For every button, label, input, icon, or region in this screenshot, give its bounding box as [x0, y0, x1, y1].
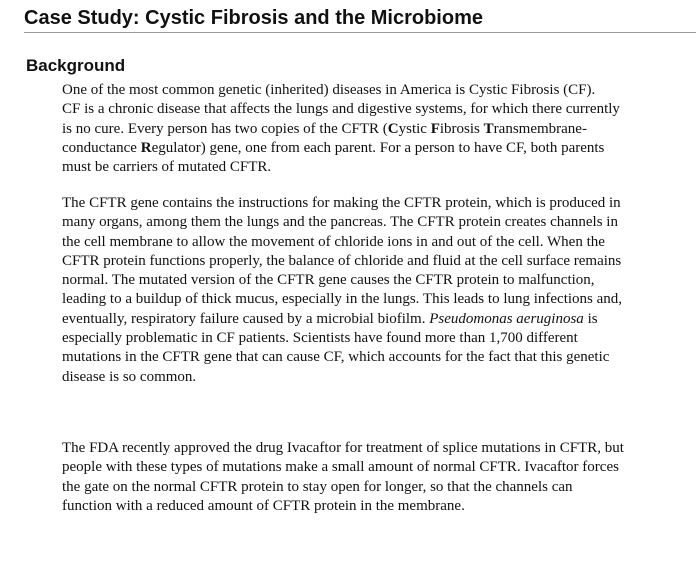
text-line	[62, 497, 684, 516]
line-text: The FDA recently approved the drug Ivacaftor for treatment of splice mutations in CFTR, but	[62, 440, 624, 456]
line-text: The CFTR gene contains the instructions for making the CFTR protein, which is produced in	[62, 195, 621, 211]
line-text: normal. The mutated version of the CFTR gene causes the CFTR protein to malfunction,	[62, 272, 595, 289]
line-text: disease is so common.	[62, 368, 197, 385]
text-line	[62, 213, 684, 232]
line-text: mutations in the CFTR gene that can cause CF, which accounts for the fact that this genetic	[62, 349, 610, 366]
line-text: especially problematic in CF patients. Scientists have found more than 1,700 different	[62, 330, 578, 347]
text-line	[62, 139, 684, 158]
text-line	[62, 290, 684, 309]
line-text: conductance	[62, 139, 141, 156]
line-text: the cell membrane to allow the movement of chloride ions in and out of the cell. When the	[62, 233, 605, 250]
species-name: Pseudomonas aeruginosa	[429, 310, 584, 327]
line-text: egulator) gene, one from each parent. For a person to have CF, both parents	[151, 139, 605, 156]
text-line	[62, 439, 684, 458]
text-line	[62, 81, 684, 100]
text-line	[62, 120, 684, 139]
text-line	[62, 194, 684, 213]
paragraph-intro	[62, 81, 684, 177]
line-text: many organs, among them the lungs and the pancreas. The CFTR protein creates channels in	[62, 214, 618, 231]
acronym-letter: C	[387, 120, 399, 137]
line-text: must be carriers of mutated CFTR.	[62, 159, 272, 176]
line-text: people with these types of mutations make a small amount of normal CFTR. Ivacaftor forces	[62, 459, 619, 476]
line-text: ransmembrane-	[493, 120, 587, 137]
line-text: One of the most common genetic (inherited) diseases in America is Cystic Fibrosis (CF).	[62, 82, 596, 98]
line-text: leading to a buildup of thick mucus, especially in the lungs. This leads to lung infections and,	[62, 291, 623, 308]
paragraph-cftr-gene	[62, 194, 684, 387]
text-line	[62, 368, 684, 387]
acronym-letter: R	[140, 139, 152, 156]
text-line	[62, 348, 684, 367]
line-text: ystic	[398, 120, 431, 137]
text-line	[62, 271, 684, 290]
line-text: eventually, respiratory failure caused by a microbial biofilm.	[62, 310, 430, 327]
text-line	[62, 158, 684, 177]
acronym-letter: T	[483, 120, 494, 137]
text-line	[62, 100, 684, 119]
text-line	[62, 233, 684, 252]
line-text: the gate on the normal CFTR protein to stay open for longer, so that the channels can	[62, 478, 573, 495]
text-line	[62, 310, 684, 329]
line-text: CFTR protein functions properly, the balance of chloride and fluid at the cell surface remains	[62, 252, 622, 269]
text-line	[62, 329, 684, 348]
text-line	[62, 252, 684, 271]
line-text: CF is a chronic disease that affects the lungs and digestive systems, for which there currently	[62, 101, 620, 118]
text-line	[62, 478, 684, 497]
paragraph-ivacaftor	[62, 439, 684, 516]
page-title: Case Study: Cystic Fibrosis and the Microbiome	[24, 5, 696, 33]
text-line	[62, 458, 684, 477]
acronym-letter: F	[430, 120, 440, 137]
line-text: function with a reduced amount of CFTR protein in the membrane.	[62, 497, 465, 514]
line-text: is	[583, 310, 598, 327]
line-text: is no cure. Every person has two copies of the CFTR (	[62, 120, 388, 137]
section-heading-background: Background	[26, 56, 126, 75]
line-text: ibrosis	[439, 120, 484, 137]
